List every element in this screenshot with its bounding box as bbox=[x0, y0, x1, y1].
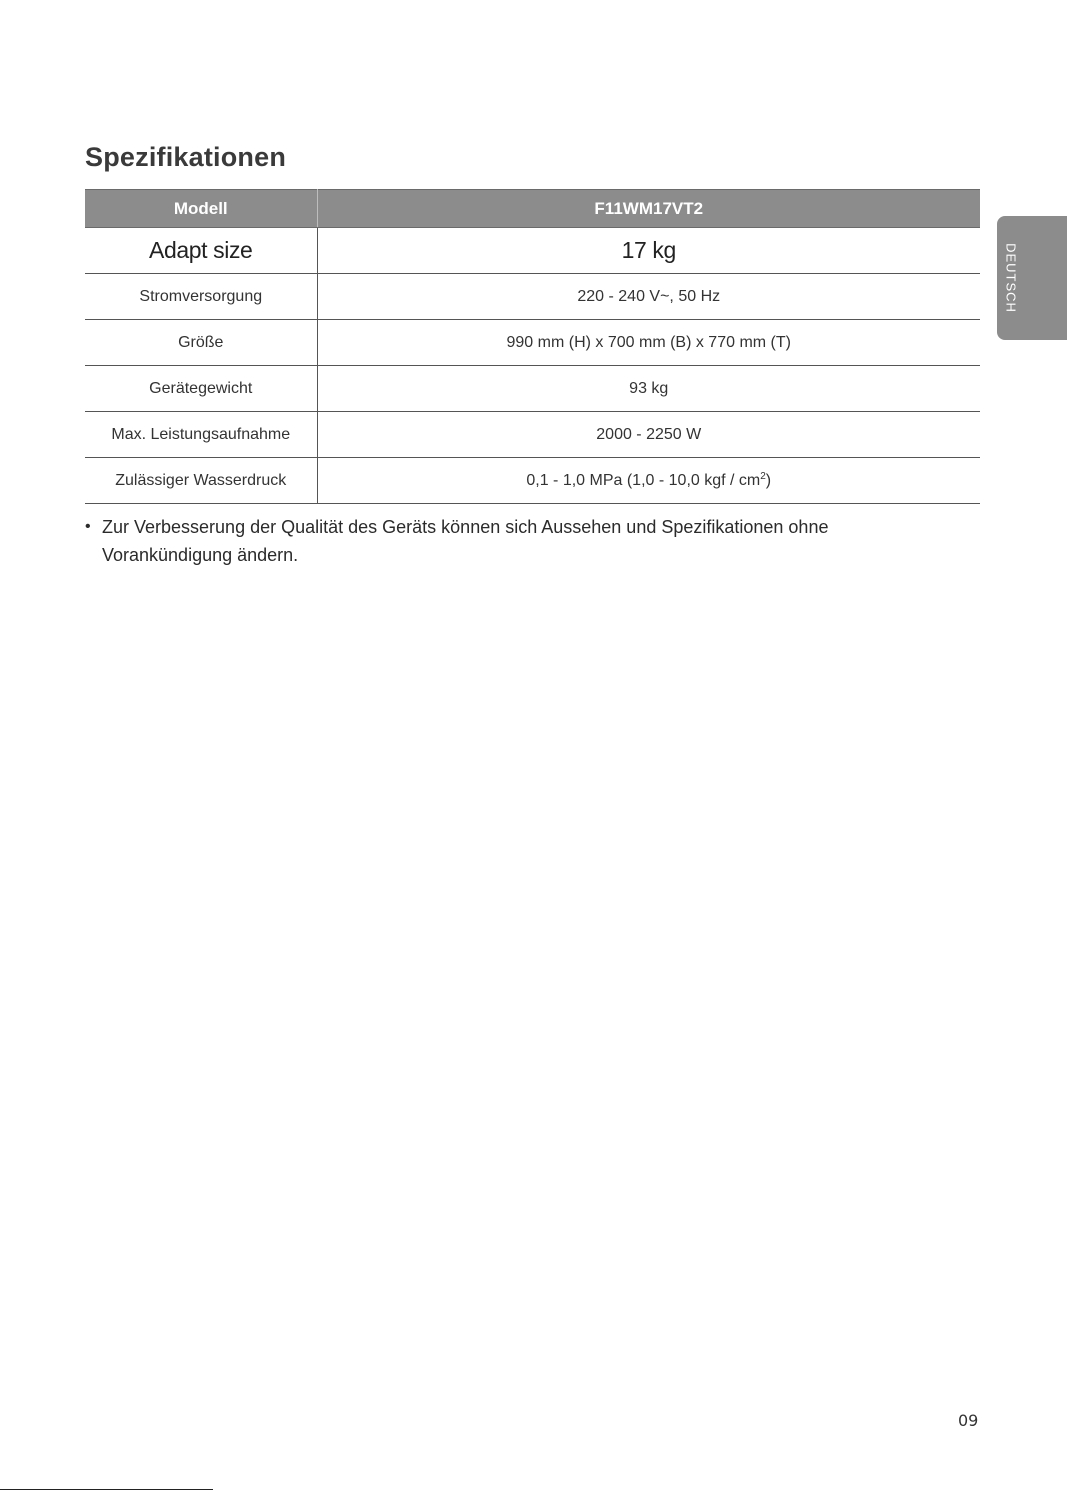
header-model-label: Modell bbox=[85, 190, 317, 228]
row-label-weight: Gerätegewicht bbox=[85, 366, 317, 412]
language-tab bbox=[997, 216, 1067, 340]
row-label-size: Größe bbox=[85, 320, 317, 366]
table-header-row bbox=[85, 190, 980, 228]
specifications-table bbox=[85, 189, 980, 504]
water-pressure-superscript: 2 bbox=[760, 471, 766, 482]
table-row bbox=[85, 228, 980, 274]
note-text: Zur Verbesserung der Qualität des Geräts können sich Aussehen und Spezifikationen ohne Vorankündigung ändern. bbox=[102, 517, 829, 565]
table-row bbox=[85, 412, 980, 458]
header-model-value: F11WM17VT2 bbox=[317, 190, 980, 228]
row-value-adapt-size: 17 kg bbox=[317, 228, 980, 274]
table-row bbox=[85, 274, 980, 320]
table-row bbox=[85, 366, 980, 412]
row-label-power-supply: Stromversorgung bbox=[85, 274, 317, 320]
row-label-water-pressure: Zulässiger Wasserdruck bbox=[85, 458, 317, 504]
water-pressure-suffix: ) bbox=[765, 472, 772, 489]
row-value-power-supply: 220 - 240 V~, 50 Hz bbox=[317, 274, 980, 320]
specification-note bbox=[85, 513, 945, 569]
page-title: Spezifikationen bbox=[85, 142, 287, 172]
row-value-weight: 93 kg bbox=[317, 366, 980, 412]
row-label-max-power: Max. Leistungsaufnahme bbox=[85, 412, 317, 458]
language-tab-label: DEUTSCH bbox=[1003, 243, 1019, 313]
bullet-icon: • bbox=[85, 518, 91, 535]
row-value-size: 990 mm (H) x 700 mm (B) x 770 mm (T) bbox=[317, 320, 980, 366]
water-pressure-text: 0,1 - 1,0 MPa (1,0 - 10,0 kgf / cm bbox=[526, 472, 761, 489]
page-number: 09 bbox=[958, 1411, 979, 1430]
row-value-max-power: 2000 - 2250 W bbox=[317, 412, 980, 458]
table-row bbox=[85, 320, 980, 366]
row-label-adapt-size: Adapt size bbox=[85, 228, 317, 274]
row-value-water-pressure bbox=[317, 458, 980, 504]
table-row bbox=[85, 458, 980, 504]
footer-rule bbox=[0, 1489, 213, 1490]
